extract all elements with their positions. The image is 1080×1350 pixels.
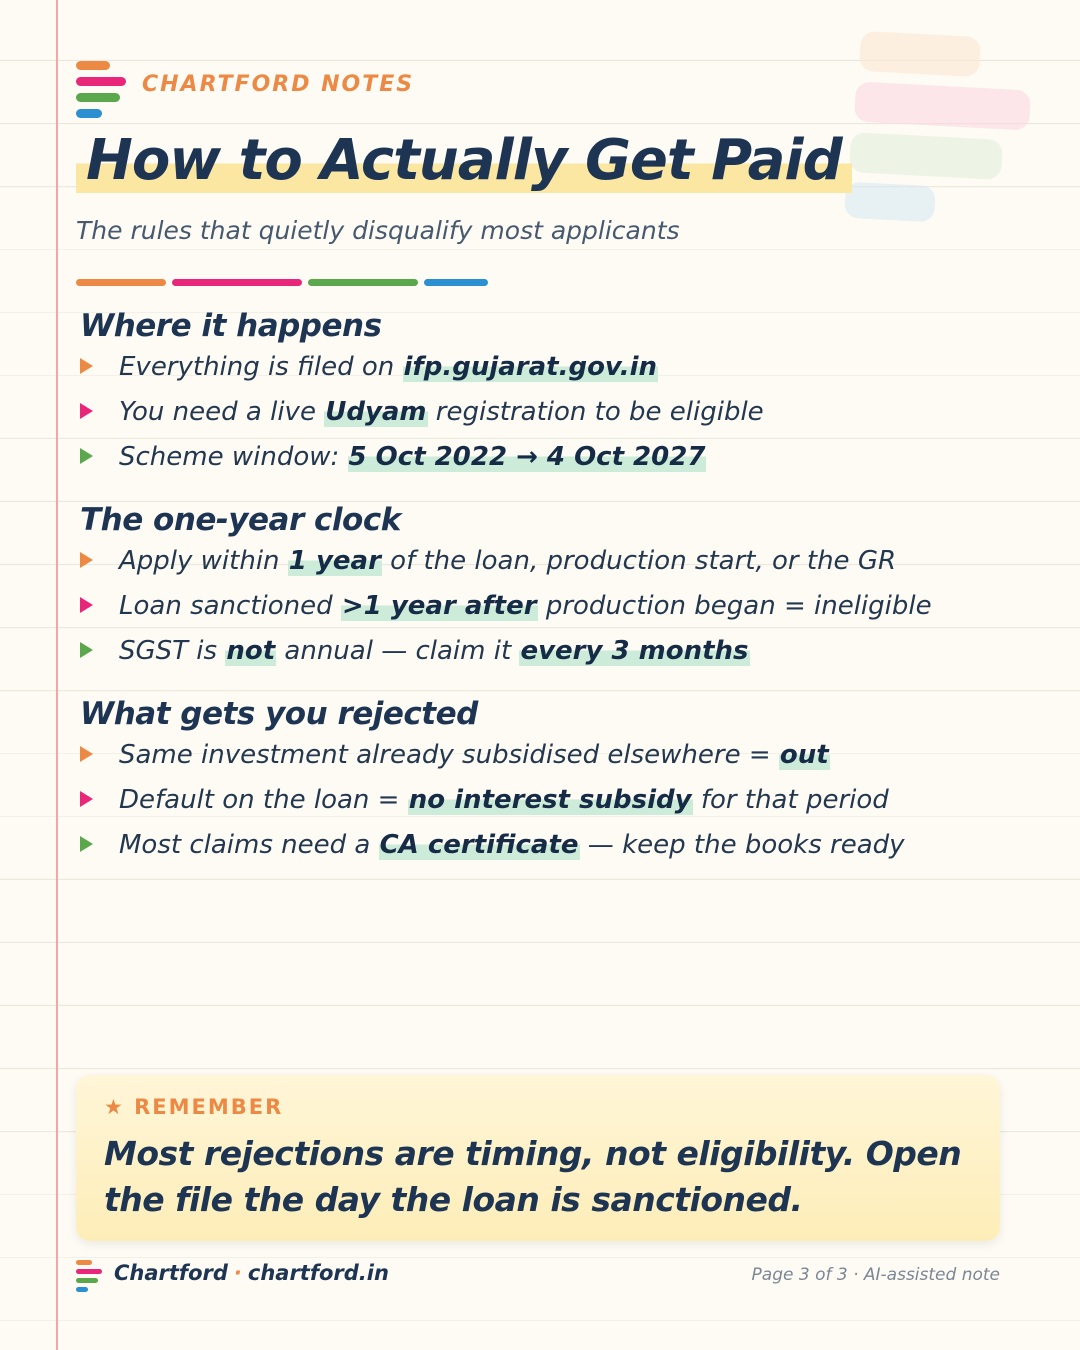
highlight: 5 Oct 2022 → 4 Oct 2027 <box>348 442 706 472</box>
star-icon: ★ <box>104 1095 125 1119</box>
bullet-icon <box>80 597 93 613</box>
footer-site-link[interactable]: chartford.in <box>247 1261 389 1285</box>
highlight: out <box>779 740 829 770</box>
page-subtitle: The rules that quietly disqualify most applicants <box>76 216 680 245</box>
list-item: Loan sanctioned >1 year after production began = ineligible <box>80 591 932 621</box>
bullet-icon <box>80 358 93 374</box>
page-title: How to Actually Get Paid <box>76 128 852 193</box>
highlight: no interest subsidy <box>408 785 692 815</box>
bullet-icon <box>80 552 93 568</box>
section-heading-rejected: What gets you rejected <box>80 696 478 732</box>
page-indicator: Page 3 of 3 · AI-assisted note <box>751 1265 1000 1285</box>
bullet-icon <box>80 836 93 852</box>
callout-label: ★ REMEMBER <box>104 1095 284 1119</box>
brand-logo-icon <box>76 61 128 119</box>
list-item: Everything is filed on ifp.gujarat.gov.in <box>80 352 658 382</box>
highlight: not <box>226 636 276 666</box>
list-item: Scheme window: 5 Oct 2022 → 4 Oct 2027 <box>80 442 706 472</box>
list-item: Most claims need a CA certificate — keep the books ready <box>80 830 905 860</box>
list-item: You need a live Udyam registration to be eligible <box>80 397 764 427</box>
footer-logo-icon <box>76 1260 102 1292</box>
section-heading-clock: The one-year clock <box>80 502 401 538</box>
notebook-margin-line <box>56 0 58 1350</box>
bullet-icon <box>80 791 93 807</box>
highlight: 1 year <box>288 546 381 576</box>
bullet-icon <box>80 642 93 658</box>
callout-text: Most rejections are timing, not eligibility. Open the file the day the loan is sanctioned. <box>104 1134 962 1219</box>
bullet-icon <box>80 746 93 762</box>
footer-brand: Chartford · chartford.in <box>114 1261 389 1285</box>
list-item: Same investment already subsidised elsewhere = out <box>80 740 830 770</box>
brand-name: CHARTFORD NOTES <box>142 72 415 97</box>
list-item: SGST is not annual — claim it every 3 months <box>80 636 750 666</box>
bullet-icon <box>80 403 93 419</box>
bullet-icon <box>80 448 93 464</box>
highlight: CA certificate <box>379 830 579 860</box>
list-item: Apply within 1 year of the loan, production start, or the GR <box>80 546 896 576</box>
list-item: Default on the loan = no interest subsidy for that period <box>80 785 889 815</box>
highlight: Udyam <box>325 397 427 427</box>
highlight: >1 year after <box>341 591 537 621</box>
remember-callout <box>76 1075 1000 1241</box>
highlight: every 3 months <box>520 636 749 666</box>
section-heading-where: Where it happens <box>80 308 382 344</box>
highlight: ifp.gujarat.gov.in <box>403 352 658 382</box>
